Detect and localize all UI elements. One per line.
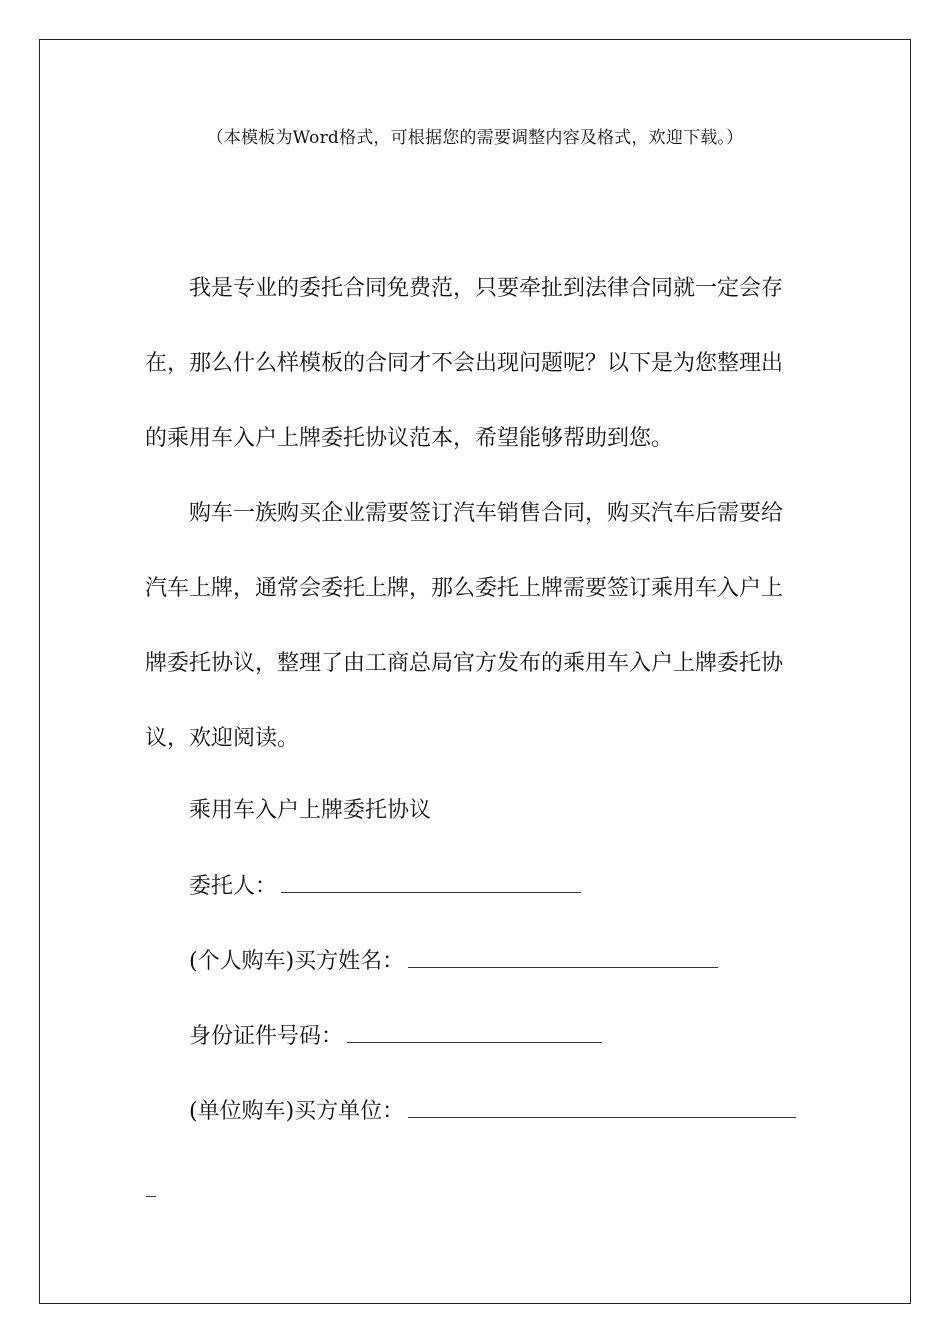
buyer-name-field (189, 947, 718, 976)
principal-blank[interactable] (281, 872, 581, 893)
para2-line-2: 汽车上牌，通常会委托上牌，那么委托上牌需要签订乘用车入户上 (145, 576, 784, 601)
agreement-title: 乘用车入户上牌委托协议 (189, 798, 432, 823)
intro-line-2: 在，那么什么样模板的合同才不会出现问题呢？以下是为您整理出 (145, 351, 784, 376)
para2-line-1: 购车一族购买企业需要签订汽车销售合同，购买汽车后需要给 (189, 501, 784, 526)
principal-label: 委托人： (189, 874, 278, 899)
buyer-unit-label: (单位购车)买方单位： (189, 1099, 405, 1124)
id-number-blank[interactable] (347, 1022, 602, 1043)
buyer-unit-blank[interactable] (408, 1097, 796, 1118)
buyer-name-blank[interactable] (408, 947, 718, 968)
principal-field (189, 872, 581, 901)
intro-line-1: 我是专业的委托合同免费范，只要牵扯到法律合同就一定会存 (189, 276, 784, 301)
template-note: （本模板为Word格式，可根据您的需要调整内容及格式，欢迎下载。） (206, 128, 744, 148)
buyer-name-label: (个人购车)买方姓名： (189, 949, 405, 974)
para2-line-4: 议，欢迎阅读。 (145, 726, 300, 751)
para2-line-3: 牌委托协议，整理了由工商总局官方发布的乘用车入户上牌委托协 (145, 651, 784, 676)
intro-line-3: 的乘用车入户上牌委托协议范本，希望能够帮助到您。 (145, 426, 674, 451)
buyer-unit-field (189, 1097, 796, 1126)
id-number-field (189, 1022, 602, 1051)
blank-continuation-line (146, 1196, 156, 1197)
id-number-label: 身份证件号码： (189, 1024, 344, 1049)
